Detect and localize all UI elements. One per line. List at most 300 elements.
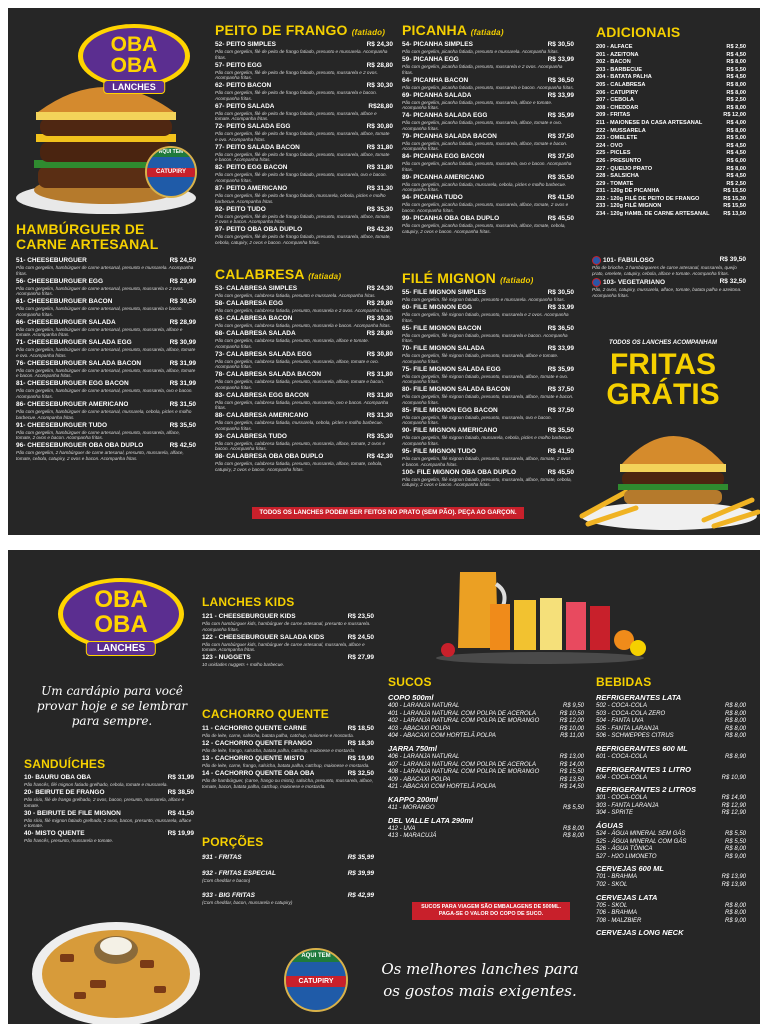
menu-item-desc: Pão com gergelim, picanha fatiada, presunto, mussarela, alface, tomate e ovo. Acompanha fritas. [402, 120, 563, 131]
sanduiches-title: SANDUÍCHES [24, 757, 106, 771]
adicional-price: R$ 8,00 [726, 89, 746, 96]
menu-item-desc: Pão com gergelim, hambúrguer de carne artesanal, presunto e mussarela. Acompanha fritas. [16, 265, 194, 276]
drink-group-head: REFRIGERANTES 1 LITRO [596, 764, 692, 774]
adicional-row [596, 74, 746, 82]
file-title-text: FILÉ MIGNON [402, 270, 496, 286]
catupiry-brand: CATUPIRY [147, 168, 195, 177]
calabresa-title-sub: (fatiada) [308, 272, 342, 281]
adicional-price: R$ 4,50 [726, 150, 746, 157]
adicional-price: R$ 2,50 [726, 180, 746, 187]
drink-row [388, 805, 584, 813]
sucos-section [388, 674, 584, 841]
menu-item-price: R$ 37,50 [547, 386, 574, 394]
menu-item-name: 98- CALABRESA OBA OBA DUPLO [215, 453, 324, 461]
menu-item-desc: Pão com gergelim, filé de peito de frango fatiado, presunto, mussarela, alface, tomate e bacon. Acompanha fritas. [215, 151, 390, 163]
menu-item-name: 58- CALABRESA EGG [215, 299, 284, 307]
drink-row [388, 784, 584, 792]
menu-item-price: R$ 19,90 [347, 754, 374, 762]
brazil-flag-icon [592, 256, 601, 265]
drink-row [596, 795, 746, 803]
menu-item-price: R$ 30,30 [366, 314, 393, 322]
menu-item-price: R$ 29,99 [169, 277, 196, 285]
menu-item-name: 11 - CACHORRO QUENTE CARNE [202, 725, 307, 732]
menu-item-name: 60- FILÉ MIGNON EGG [402, 303, 473, 311]
cachorro-section [202, 706, 374, 791]
menu-item [202, 613, 374, 632]
menu-item-price: R$ 31,80 [366, 391, 393, 399]
menu-item-name: 69- PICANHA SALADA [402, 91, 472, 99]
menu-item-row [215, 315, 393, 323]
menu-item-price: R$ 24,30 [366, 285, 393, 292]
menu-item-name: 52- PEITO SIMPLES [215, 41, 276, 48]
drink-row [596, 839, 746, 847]
menu-item [402, 194, 574, 213]
menu-item-name: 77- PEITO SALADA BACON [215, 143, 300, 151]
menu-item-price: R$ 31,80 [366, 371, 393, 379]
menu-item [215, 392, 393, 411]
drink-row [596, 846, 746, 854]
menu-item [215, 226, 393, 245]
adicional-row [596, 181, 746, 189]
adicional-row [596, 59, 746, 67]
menu-item-desc: Pão com gergelim, picanha fatiada, presunto, mussarela, ovo e bacon. Acompanha fritas. [402, 161, 572, 172]
menu-item [215, 433, 393, 452]
drink-price: R$ 12,00 [559, 718, 584, 725]
menu-item-row [215, 82, 393, 90]
menu-item-name: 67- PEITO SALADA [215, 102, 275, 110]
menu-item-row [402, 289, 574, 297]
menu-item-desc: Pão sírio, filé de frango grelhado, 2 ovos, bacon, presunto, mussarela, alface e tomate. [24, 796, 185, 808]
drink-row [596, 918, 746, 926]
portion-photo [30, 894, 202, 1024]
menu-item-name: 64- PICANHA BACON [402, 76, 469, 84]
catupiry-badge-2 [284, 948, 348, 1012]
menu-item-row [215, 330, 393, 338]
menu-item-price: R$ 36,50 [547, 324, 574, 332]
drink-price: R$ 8,00 [562, 825, 584, 832]
menu-item-row [215, 412, 393, 420]
drink-price: R$ 9,00 [724, 853, 746, 860]
drink-name: 524 - ÁGUA MINERAL SEM GÁS [596, 830, 686, 837]
adicionais-list [596, 44, 746, 219]
menu-item-price: R$ 30,50 [547, 41, 574, 48]
menu-item-name: 90- FILÉ MIGNON AMERICANO [402, 427, 498, 435]
menu-item-desc: Pão com gergelim, 2 hambúrguer de carne artesanal, presunto, mussarela, alface, tomate, cebola, catupiry, 2 ovos e bacon. Acompanha fritas. [16, 450, 184, 461]
adicional-row [596, 173, 746, 181]
picanha-title [402, 22, 574, 41]
fritas-small: TODOS OS LANCHES ACOMPANHAM [609, 340, 717, 346]
menu-item-desc: Pão com gergelim, filé de peito de frango fatiado, presunto, mussarela, alface, tomate, cebola, catupiry, 2 ovos e bacon. Acompanha fritas. [215, 234, 391, 245]
drink-price: R$ 11,00 [560, 733, 584, 740]
note-prato: TODOS OS LANCHES PODEM SER FEITOS NO PRATO (SEM PÃO). PEÇA AO GARÇON. [252, 507, 524, 519]
menu-item-name: 71- CHEESEBURGUER SALADA EGG [16, 339, 132, 347]
adicional-price: R$ 4,50 [726, 51, 746, 58]
menu-item-price: R$ 33,99 [547, 91, 574, 99]
menu-item-name: 74- PICANHA SALADA EGG [402, 112, 488, 120]
porcoes-list [202, 854, 374, 905]
portion-item [202, 854, 374, 862]
logo-line1: OBA [110, 33, 158, 56]
drink-price: R$ 12,90 [721, 802, 746, 809]
menu-item-name: 101- FABULOSO [603, 257, 654, 265]
menu-item [215, 82, 393, 101]
drink-row [388, 833, 584, 841]
portion-desc: (Com cheddar e bacon) [202, 878, 251, 883]
portion-item [202, 870, 374, 884]
menu-panel-bottom [8, 550, 760, 1024]
bebidas-list [596, 693, 746, 938]
menu-item [592, 278, 746, 298]
menu-item-price: R$ 35,50 [547, 427, 574, 435]
drink-price: R$ 8,00 [724, 910, 746, 917]
menu-item [16, 401, 196, 420]
menu-item-desc: Pão com gergelim, hambúrguer de carne artesanal, mussarela, cebola, picles e molho barbecue. Acompanha fritas. [16, 409, 192, 420]
drink-group-head: REFRIGERANTES 2 LITROS [596, 785, 697, 795]
menu-item-price: R$ 30,80 [366, 123, 393, 131]
drink-row [388, 733, 584, 741]
adicional-price: R$ 8,00 [726, 104, 746, 111]
calabresa-title-text: CALABRESA [215, 266, 305, 282]
menu-item-desc: Pão com gergelim, hambúrguer de carne artesanal, presunto, mussarela, alface e tomate. Acompanha fritas. [16, 326, 183, 338]
drink-row [596, 726, 746, 734]
kids-title: LANCHES KIDS [202, 595, 295, 609]
menu-item-price: R$ 35,50 [547, 173, 574, 181]
menu-item-desc: Pão com gergelim, filé mignon fatiado, presunto, mussarela, alface, tomate e ovo. Acompanha fritas. [402, 373, 569, 385]
menu-item-row [202, 613, 374, 621]
adicional-name: 204 - BATATA PALHA [596, 74, 652, 81]
menu-item-row [16, 422, 196, 430]
drink-name: 701 - BRAHMA [596, 874, 638, 881]
drink-group-head: KAPPO 200ml [388, 794, 439, 804]
drink-price: R$ 13,00 [559, 753, 584, 760]
picanha-title-sub: (fatiada) [470, 28, 504, 37]
menu-item-name: 12 - CACHORRO QUENTE FRANGO [202, 739, 313, 747]
menu-item-desc: Pão com gergelim, filé mignon fatiado, presunto, mussarela e bacon. Acompanha fritas. [402, 332, 568, 344]
menu-item-price: R$ 28,80 [366, 329, 393, 337]
drink-price: R$ 9,50 [562, 703, 584, 709]
drink-price: R$ 8,90 [724, 753, 746, 760]
drink-name: 421 - ABACAXI COM HORTELÃ POLPA [388, 784, 496, 791]
drink-name: 706 - BRAHMA [596, 910, 638, 917]
menu-item [16, 257, 196, 276]
menu-item-name: 65- FILÉ MIGNON BACON [402, 324, 482, 332]
menu-item [402, 215, 574, 234]
drink-name: 409 - ABACAXI POLPA [388, 776, 451, 783]
menu-item-desc: Pão com gergelim, hambúrguer de carne artesanal, presunto, mussarela, alface, tomate e bacon. Acompanha fritas. [16, 367, 196, 379]
menu-item-row [215, 285, 393, 293]
portion-row [202, 870, 374, 878]
menu-item-row [402, 407, 574, 415]
drink-name: 407 - LARANJA NATURAL COM POLPA DE ACEROLA [388, 761, 537, 768]
drink-name: 402 - LARANJA NATURAL COM POLPA DE MORANGO [388, 718, 540, 725]
drink-group-head: REFRIGERANTES 600 ML [596, 743, 688, 753]
menu-item-price: R$ 32,50 [347, 769, 374, 777]
frango-section [215, 22, 393, 247]
drink-row [596, 874, 746, 882]
drink-price: R$ 9,00 [724, 917, 746, 924]
menu-item-desc: Pão com gergelim, picanha fatiada, mussarela, cebola, picles e molho barbecue. Acompanha fritas. [402, 181, 567, 193]
menu-panel-top [8, 8, 760, 535]
menu-item-row [215, 300, 393, 308]
menu-item-name: 75- FILÉ MIGNON SALADA EGG [402, 365, 501, 373]
menu-item [202, 770, 374, 789]
menu-item-name: 40- MISTO QUENTE [24, 830, 85, 838]
menu-item-name: 76- CHEESEBURGUER SALADA BACON [16, 359, 142, 367]
drink-price: R$ 8,00 [724, 846, 746, 853]
menu-item-desc: Pão com gergelim, filé mignon fatiado, mussarela, cebola, picles e molho barbecue. Acompanha fritas. [402, 435, 573, 447]
drink-row [388, 762, 584, 770]
menu-item-row [402, 448, 574, 456]
drink-name: 601 - COCA-COLA [596, 753, 648, 760]
adicional-row [596, 203, 746, 211]
adicional-price: R$ 4,50 [726, 74, 746, 81]
menu-item-desc: Pão de hambúrguer, (carne, frango ou misto), salsicha, presunto, mussarela, alface, tomate, bacon, batata palha, catchup, maionese e mostarda. [202, 777, 374, 789]
menu-item-row [592, 278, 746, 287]
menu-item-price: R$ 35,50 [169, 421, 196, 429]
menu-item-name: 63- CALABRESA BACON [215, 314, 293, 322]
picanha-title-text: PICANHA [402, 22, 467, 38]
menu-item-desc: Pão com gergelim, filé mignon fatiado, presunto, mussarela, ovo e bacon. Acompanha fritas. [402, 414, 552, 426]
menu-item [215, 453, 393, 472]
adicional-name: 211 - MAIONESE DA CASA ARTESANAL [596, 119, 703, 126]
adicional-row [596, 143, 746, 151]
menu-item-name: 99- PICANHA OBA OBA DUPLO [402, 215, 500, 223]
menu-item-name: 84- PICANHA EGG BACON [402, 153, 485, 161]
menu-item-desc: Pão com gergelim, filé mignon fatiado, presunto, mussarela, alface, tomate, 2 ovos e bacon. Acompanha fritas. [402, 456, 571, 467]
menu-item-price: R$ 35,30 [366, 205, 393, 213]
adicional-price: R$ 8,00 [726, 165, 746, 172]
frango-title-sub: (fatiado) [351, 28, 386, 37]
menu-item-name: 62- PEITO BACON [215, 82, 272, 90]
drink-row [596, 803, 746, 811]
menu-item [202, 755, 374, 769]
adicional-row [596, 52, 746, 60]
menu-item-price: R$ 42,50 [169, 442, 196, 450]
menu-item-desc: Pão com gergelim, calabresa fatiada, presunto, mussarela, alface, tomate, cebola, catupiry, 2 ovos e bacon. Acompanha fritas. [215, 461, 383, 473]
catupiry-badge [145, 146, 197, 198]
menu-item [402, 469, 574, 488]
menu-item [202, 740, 374, 754]
menu-item-price: R$ 30,80 [366, 350, 393, 358]
adicional-name: 203 - BARBECUE [596, 66, 643, 73]
bebidas-section [596, 674, 746, 938]
menu-item-row [402, 386, 574, 394]
drink-name: 502 - COCA-COLA [596, 703, 648, 709]
adicional-price: R$ 4,50 [726, 142, 746, 149]
menu-item-row [16, 401, 196, 409]
menu-item [215, 412, 393, 431]
menu-item-name: 59- PICANHA EGG [402, 55, 459, 63]
tagline: Um cardápio para você provar hoje e se lembrar para sempre. [36, 684, 188, 728]
menu-item [402, 289, 574, 303]
menu-item-price: R$ 30,30 [366, 82, 393, 90]
drink-row [388, 711, 584, 719]
menu-item-desc: Pão francês, filé mignon fatiado grelhado, cebola, tomate e mussarela. [24, 782, 168, 787]
drink-row [596, 810, 746, 818]
drink-row [596, 882, 746, 890]
drink-group-head: COPO 500ml [388, 693, 434, 702]
menu-item-name: 10- BAURU OBA OBA [24, 774, 91, 781]
menu-item-price: R$ 37,50 [547, 132, 574, 140]
menu-item-price: R$ 31,99 [169, 380, 196, 388]
menu-item-row [24, 810, 194, 818]
menu-item-price: R$ 35,30 [366, 432, 393, 440]
menu-item-row [215, 206, 393, 214]
menu-item-price: R$ 30,50 [547, 289, 574, 296]
menu-item [402, 407, 574, 426]
portion-price: R$ 42,99 [347, 891, 374, 899]
menu-item-row [202, 740, 374, 748]
menu-item-price: R$ 36,50 [547, 76, 574, 84]
drink-name: 411 - MORANGO [388, 804, 435, 811]
menu-item-row [402, 153, 574, 161]
picanha-section [402, 22, 574, 236]
menu-item-row [215, 123, 393, 131]
menu-item-desc: Pão com gergelim, calabresa fatiada, presunto, mussarela, alface, tomate e ovo. Acompanha fritas. [215, 358, 379, 370]
menu-item-name: 56- CHEESEBURGUER EGG [16, 277, 104, 285]
menu-item-name: 73- CALABRESA SALADA EGG [215, 350, 312, 358]
menu-item [215, 123, 393, 142]
menu-item [215, 330, 393, 349]
menu-item [402, 386, 574, 405]
drink-price: R$ 15,50 [559, 769, 584, 776]
adicional-row [596, 120, 746, 128]
menu-item-row [24, 789, 194, 797]
menu-item-name: 122 - CHEESEBURGUER SALADA KIDS [202, 633, 325, 641]
menu-item-row [215, 185, 393, 193]
adicional-price: R$ 8,00 [726, 59, 746, 66]
menu-item-row [215, 144, 393, 152]
menu-item-row [16, 360, 196, 368]
menu-item-row [24, 774, 194, 782]
adicional-row [596, 188, 746, 196]
menu-item-desc: Pão com gergelim, filé de peito de frango fatiado, presunto e mussarela. Acompanha fritas. [215, 49, 388, 60]
menu-item [402, 325, 574, 344]
menu-item-desc: Pão com hambúrguer kids, hambúrguer de carne artesanal, presunto e mussarela. Acompanha fritas. [202, 621, 371, 632]
menu-item-name: 100- FILÉ MIGNON OBA OBA DUPLO [402, 468, 516, 476]
portion-desc: (Com cheddar, bacon, mussarela e catupiry) [202, 899, 293, 905]
drink-price: R$ 13,90 [721, 874, 746, 881]
adicional-price: R$ 4,50 [726, 173, 746, 180]
calabresa-section [215, 266, 393, 474]
portion-row [202, 854, 374, 862]
adicional-price: R$ 8,00 [726, 81, 746, 88]
menu-item-price: R$ 18,50 [347, 725, 374, 732]
logo-line2: OBA [110, 54, 158, 77]
menu-item-price: R$ 41,50 [547, 194, 574, 202]
adicional-name: 234 - 120g HAMB. DE CARNE ARTESANAL [596, 211, 710, 218]
menu-item-desc: Pão com gergelim, filé de peito de frango fatiado, mussarela, cebola, picles e molho barbecue. Acompanha fritas. [215, 193, 386, 204]
menu-item-row [215, 371, 393, 379]
adicional-name: 231 - 120g DE PICANHA [596, 188, 660, 195]
menu-item-desc: Pão com gergelim, filé de peito de frango fatiado, presunto, mussarela, alface e tomate. Acompanha fritas. [215, 110, 377, 122]
drink-name: 505 - FANTA LARANJA [596, 725, 659, 732]
menu-item-desc: Pão com gergelim, filé de peito de frango fatiado, presunto, mussarela, ovo e bacon. Acompanha fritas. [215, 172, 387, 184]
drink-name: 527 - H2O LIMONETO [596, 853, 657, 860]
menu-item-name: 68- CALABRESA SALADA [215, 329, 296, 337]
adicional-name: 209 - FRITAS [596, 112, 631, 119]
catupiry-top: AQUI TEM [147, 148, 195, 157]
menu-item-name: 123 - NUGGETS [202, 654, 251, 662]
menu-item-desc: Pão com gergelim, calabresa fatiada, presunto, mussarela, alface e tomate. Acompanha fritas. [215, 337, 369, 349]
drink-row [388, 703, 584, 711]
porcoes-title: PORÇÕES [202, 835, 264, 849]
menu-item-name: 94- PICANHA TUDO [402, 194, 463, 202]
portion-name: 933 - BIG FRITAS [202, 891, 255, 899]
menu-item-name: 13 - CACHORRO QUENTE MISTO [202, 754, 305, 762]
drink-name: 526 - ÁGUA TÔNICA [596, 846, 653, 853]
menu-item-row [402, 133, 574, 141]
menu-item [16, 319, 196, 338]
adicional-row [596, 67, 746, 75]
adicional-name: 200 - ALFACE [596, 44, 633, 50]
adicionais-section [596, 24, 746, 219]
fritas-burger-photo [574, 408, 760, 533]
menu-item-row [402, 77, 574, 85]
portion-row [202, 892, 374, 900]
drink-name: 413 - MARACUJÁ [388, 833, 437, 840]
drink-price: R$ 8,00 [724, 733, 746, 740]
drink-name: 404 - ABACAXI COM HORTELÃ POLPA [388, 733, 496, 740]
drink-name: 412 - UVA [388, 825, 416, 832]
oba-oba-logo-2 [58, 578, 184, 656]
menu-item-desc: Pão com gergelim, picanha fatiada, presunto, mussarela, alface e tomate. Acompanha fritas. [402, 99, 553, 111]
drink-name: 705 - SKOL [596, 902, 628, 909]
menu-item-price: R$ 30,50 [169, 298, 196, 306]
file-title [402, 270, 574, 289]
logo2-line1: OBA [94, 586, 148, 613]
menu-item [215, 62, 393, 81]
drink-group-head: CERVEJAS LATA [596, 892, 658, 902]
menu-item-name: 82- PEITO EGG BACON [215, 164, 288, 172]
menu-item [215, 315, 393, 329]
drink-row [596, 775, 746, 783]
menu-item-row [16, 298, 196, 306]
juice-photo [432, 564, 648, 664]
menu-item-row [215, 351, 393, 359]
adicional-name: 206 - CATUPIRY [596, 89, 639, 96]
sucos-note: SUCOS PARA VIAGEM SÃO EMBALAGENS DE 500ML. PAGA-SE O VALOR DO COPO DE SUCO. [412, 902, 570, 920]
menu-item-row [402, 112, 574, 120]
drink-name: 506 - SCHWEPPES CITRUS [596, 733, 674, 740]
adicional-name: 232 - 120g FILÉ DE PEITO DE FRANGO [596, 195, 700, 202]
adicional-row [596, 90, 746, 98]
drink-row [388, 718, 584, 726]
menu-item [215, 164, 393, 183]
menu-item-row [402, 427, 574, 435]
menu-item-name: 87- PEITO AMERICANO [215, 185, 288, 193]
adicional-name: 226 - PRESUNTO [596, 157, 642, 164]
menu-item-row [16, 442, 196, 450]
adicional-row [596, 105, 746, 113]
menu-item-name: 61- CHEESEBURGUER BACON [16, 298, 113, 306]
menu-item-desc: Pão com gergelim, filé mignon fatiado, presunto, mussarela, alface e tomate. Acompanha fritas. [402, 353, 559, 364]
drink-group-head: DEL VALLE LATA 290ml [388, 815, 474, 825]
menu-item [16, 442, 196, 461]
menu-item-price: R$ 33,99 [547, 55, 574, 63]
adicional-price: R$ 15,50 [723, 203, 746, 210]
adicional-row [596, 158, 746, 166]
drink-group-head: REFRIGERANTES LATA [596, 693, 682, 702]
tagline-2: Os melhores lanches para os gostos mais exigentes. [381, 960, 579, 1000]
menu-item-desc: Pão com gergelim, calabresa fatiada, mussarela, cebola, picles e molho barbecue. Acompanha fritas. [215, 420, 384, 431]
menu-item-desc: Pão com gergelim, filé mignon fatiado, presunto e mussarela. Acompanha fritas. [402, 297, 565, 302]
menu-item [202, 654, 374, 668]
drink-price: R$ 14,00 [559, 761, 584, 768]
menu-item-name: 92- PEITO TUDO [215, 205, 266, 213]
adicional-name: 224 - OVO [596, 142, 623, 149]
menu-item-desc: Pão com gergelim, hambúrguer de carne artesanal, presunto, mussarela e 2 ovos. Acompanha fritas. [16, 285, 184, 297]
